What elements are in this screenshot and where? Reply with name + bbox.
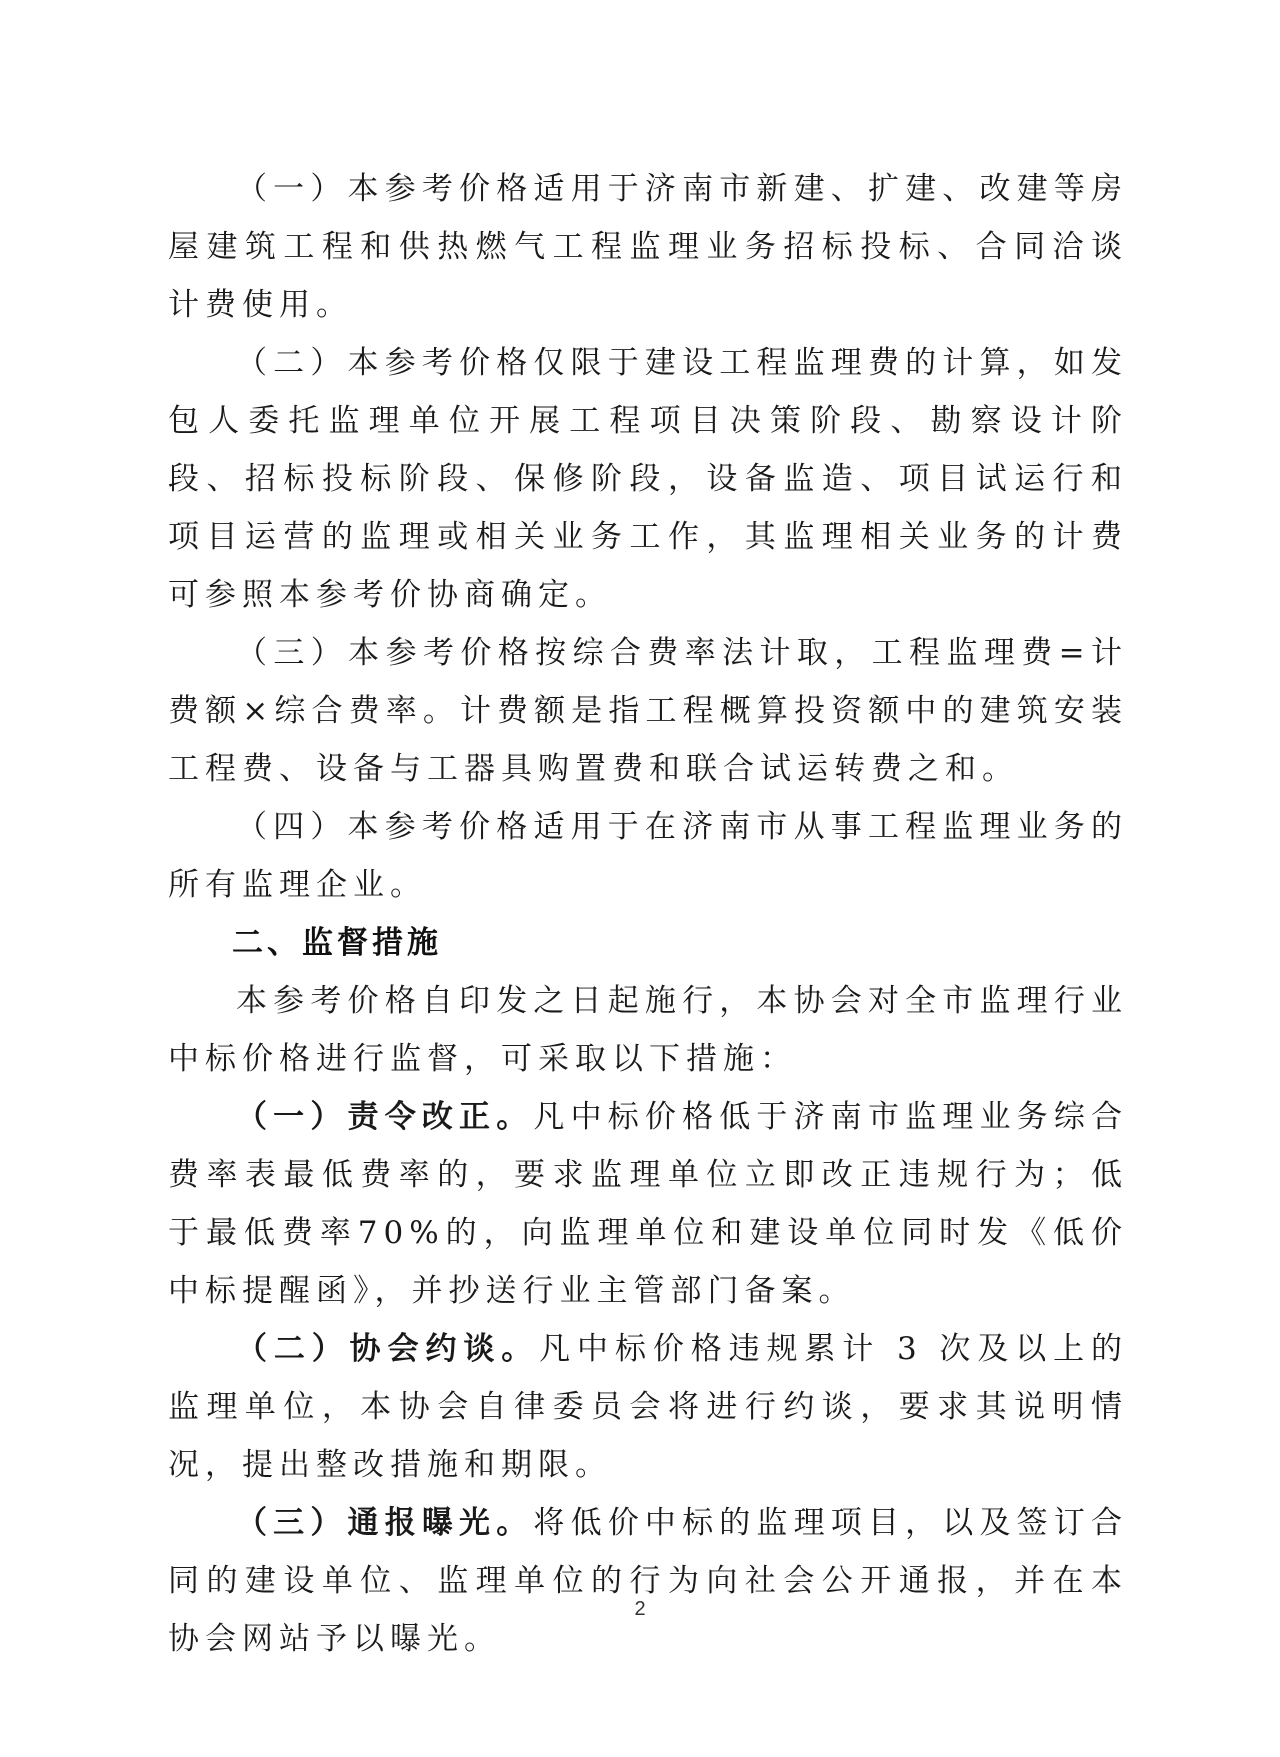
paragraph-limit: （二）本参考价格仅限于建设工程监理费的计算，如发包人委托监理单位开展工程项目决策阶段、勘察设计阶段、招标投标阶段、保修阶段，设备监造、项目试运行和项目运营的监理或相关业务工作，其监理相关业务的计费可参照本参考价协商确定。 — [168, 345, 1128, 613]
measure-exposure — [168, 1494, 1128, 1668]
page-number: 2 — [634, 1598, 646, 1620]
measure-exposure-lead: （三）通报曝光。 — [236, 1505, 534, 1541]
paragraph-applicability: （四）本参考价格适用于在济南市从事工程监理业务的所有监理企业。 — [168, 809, 1128, 903]
measure-interview — [168, 1320, 1128, 1494]
measure-exposure-text: 将低价中标的监理项目，以及签订合同的建设单位、监理单位的行为向社会公开通报，并在本协会网站予以曝光。 — [168, 1505, 1128, 1657]
measure-correction-lead: （一）责令改正。 — [236, 1099, 534, 1135]
paragraph-calculation: （三）本参考价格按综合费率法计取，工程监理费=计费额×综合费率。计费额是指工程概算投资额中的建筑安装工程费、设备与工器具购置费和联合试运转费之和。 — [168, 635, 1128, 787]
document-body — [168, 160, 1128, 1668]
section-heading-supervision: 二、监督措施 — [232, 925, 442, 961]
measure-interview-text: 凡中标价格违规累计 3 次及以上的监理单位，本协会自律委员会将进行约谈，要求其说明情况，提出整改措施和期限。 — [168, 1331, 1128, 1483]
measure-correction-text: 凡中标价格低于济南市监理业务综合费率表最低费率的，要求监理单位立即改正违规行为；低于最低费率70%的，向监理单位和建设单位同时发《低价中标提醒函》，并抄送行业主管部门备案。 — [168, 1099, 1128, 1309]
measure-correction — [168, 1088, 1128, 1320]
paragraph-scope: （一）本参考价格适用于济南市新建、扩建、改建等房屋建筑工程和供热燃气工程监理业务招标投标、合同洽谈计费使用。 — [168, 171, 1128, 323]
measure-interview-lead: （二）协会约谈。 — [236, 1331, 540, 1367]
paragraph-supervision-intro: 本参考价格自印发之日起施行，本协会对全市监理行业中标价格进行监督，可采取以下措施： — [168, 983, 1128, 1077]
